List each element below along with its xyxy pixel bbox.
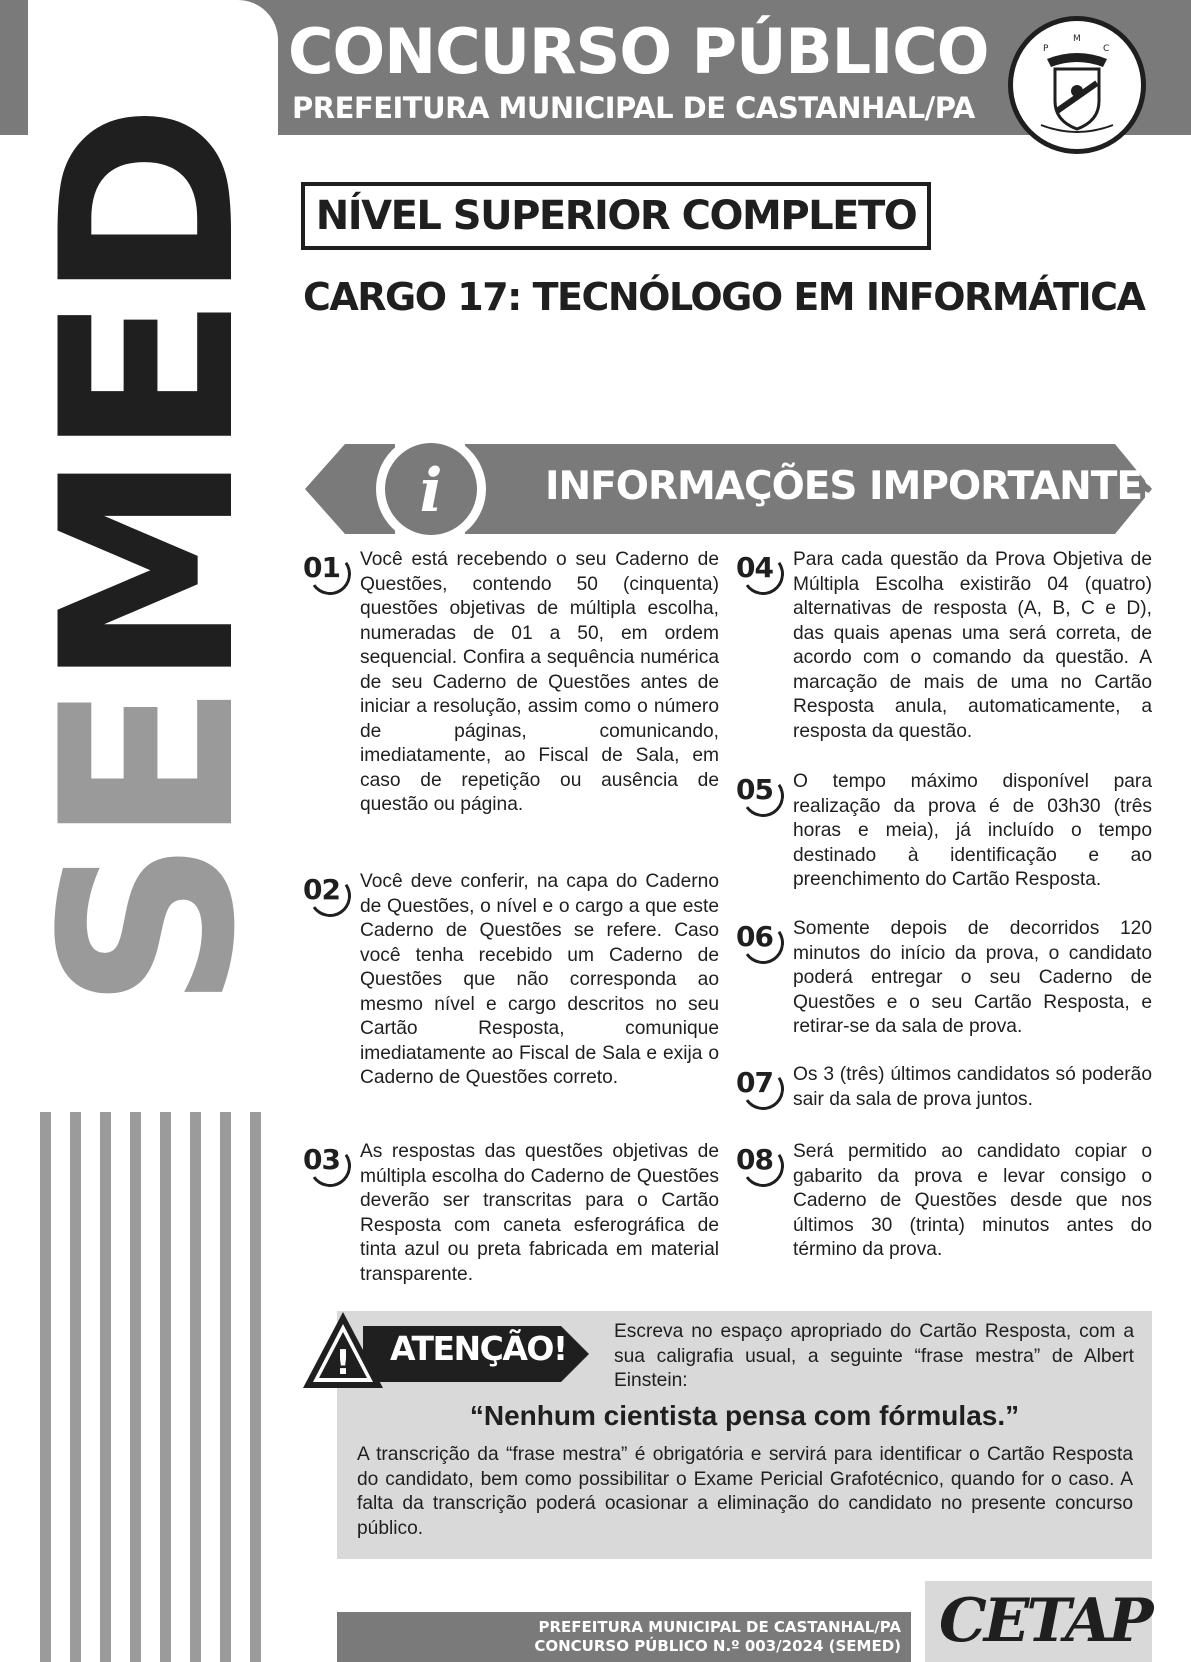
page-subtitle: PREFEITURA MUNICIPAL DE CASTANHAL/PA: [292, 91, 975, 125]
footer-line-2: CONCURSO PÚBLICO N.º 003/2024 (SEMED): [534, 1637, 901, 1655]
item-number: 01: [303, 548, 359, 592]
cetap-logo: [925, 1581, 1152, 1662]
master-phrase: “Nenhum cientista pensa com fórmulas.”: [469, 1400, 1020, 1431]
page-title: CONCURSO PÚBLICO: [288, 15, 989, 88]
item-number: 06: [736, 917, 792, 961]
crest-emblem: [1008, 16, 1146, 154]
crest-letter-m: M: [1073, 34, 1081, 44]
footer-band: [337, 1612, 911, 1662]
attention-intro: Escreva no espaço apropriado do Cartão Resposta, com a sua caligrafia usual, a seguinte “frase mestra” de Albert Einstein:: [614, 1321, 1134, 1391]
item-number: 03: [303, 1140, 359, 1184]
info-banner: [305, 432, 1170, 547]
item-number: 05: [736, 770, 792, 814]
warning-icon-symbol: !: [335, 1343, 351, 1383]
attention-badge: [303, 1308, 593, 1396]
item-number: 02: [303, 870, 359, 914]
attention-label: ATENÇÃO!: [390, 1329, 567, 1368]
item-number: 07: [736, 1063, 792, 1107]
crest-letter-p: P: [1043, 44, 1049, 54]
level-box: NÍVEL SUPERIOR COMPLETO: [301, 182, 931, 250]
item-text: As respostas das questões objetivas de múltipla escolha do Caderno de Questões deverão ser transcritas para o Cartão Resposta com caneta esferográfica de tinta azul ou preta fabricada em material transparente.: [360, 1141, 719, 1285]
item-text: Para cada questão da Prova Objetiva de Múltipla Escolha existirão 04 (quatro) alternativas de resposta (A, B, C e D), das quais apenas uma será correta, de acordo com o comando da questão. A marcação de mais de uma no Cartão Resposta anula, automaticamente, a resposta da questão.: [793, 549, 1152, 742]
semed-vertical-label: SEMED: [11, 109, 288, 1011]
item-text: Somente depois de decorridos 120 minutos do início da prova, o candidato poderá entregar o seu Caderno de Questões e o seu Cartão Resposta, e retirar-se da sala de prova.: [793, 918, 1152, 1037]
info-title: INFORMAÇÕES IMPORTANTES: [545, 464, 1170, 509]
item-text: Você deve conferir, na capa do Caderno de Questões, o nível e o cargo a que este Caderno de Questões se refere. Caso você tenha recebido um Caderno de Questões que não corresponda ao mesmo nível e cargo descritos no seu Cartão Resposta, comunique imediatamente ao Fiscal de Sala e exija o Caderno de Questões correto.: [360, 871, 719, 1088]
footer-line-1: PREFEITURA MUNICIPAL DE CASTANHAL/PA: [538, 1618, 901, 1636]
item-text: Os 3 (três) últimos candidatos só poderão sair da sala de prova juntos.: [793, 1064, 1152, 1110]
item-number: 08: [736, 1140, 792, 1184]
attention-body: A transcrição da “frase mestra” é obrigatória e servirá para identificar o Cartão Resposta do candidato, bem como possibilitar o Exame Pericial Grafotécnico, quando for o caso. A falta da transcrição poderá ocasionar a eliminação do candidato no presente concurso público.: [357, 1444, 1133, 1539]
cetap-logo-text: CETAP: [939, 1586, 1151, 1656]
crest-icon: [1013, 21, 1141, 149]
crest-letter-c: C: [1103, 44, 1110, 54]
item-text: Você está recebendo o seu Caderno de Questões, contendo 50 (cinquenta) questões objetivas de múltipla escolha, numeradas de 01 a 50, em ordem sequencial. Confira a sequência numérica de seu Caderno de Questões antes de iniciar a resolução, assim como o número de páginas, comunicando, imediatamente, ao Fiscal de Sala, em caso de repetição ou ausência de questão ou página.: [360, 549, 719, 815]
cargo-title: CARGO 17: TECNÓLOGO EM INFORMÁTICA: [303, 275, 1145, 319]
item-number: 04: [736, 548, 792, 592]
info-icon-letter: i: [419, 456, 443, 526]
item-text: O tempo máximo disponível para realização da prova é de 03h30 (três horas e meia), já incluído o tempo destinado à identificação e ao preenchimento do Cartão Resposta.: [793, 771, 1152, 890]
side-stripes: [40, 1112, 275, 1662]
item-text: Será permitido ao candidato copiar o gabarito da prova e levar consigo o Caderno de Questões desde que nos últimos 30 (trinta) minutos antes do término da prova.: [793, 1141, 1152, 1260]
